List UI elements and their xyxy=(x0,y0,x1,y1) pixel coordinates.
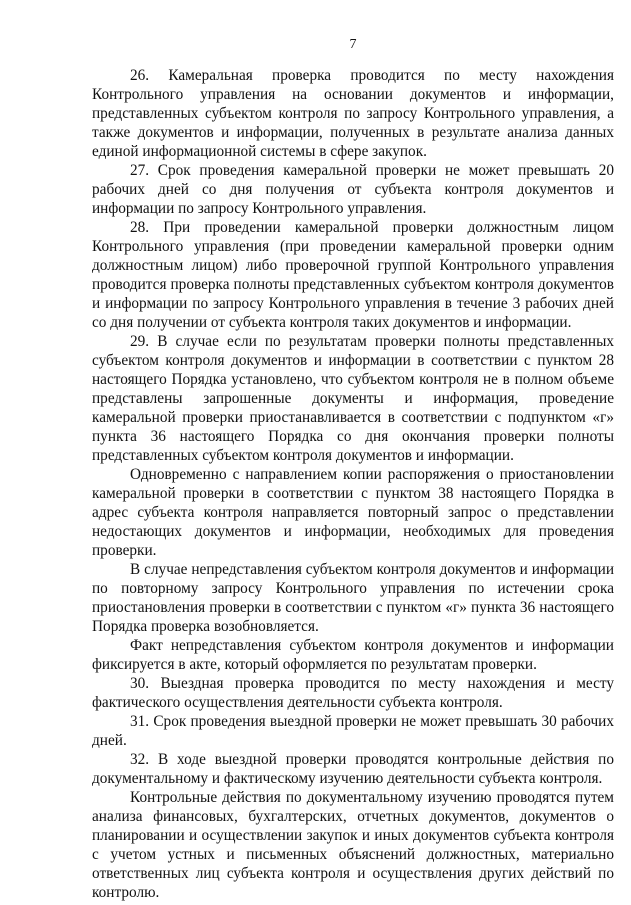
paragraph-29: 29. В случае если по результатам проверки полноты представленных субъектом контроля документов и информации в соответствии с пунктом 28 настоящего Порядка установлено, что субъектом контроля не в полном объеме представлены запрошенные документы и информация, проведение камеральной проверки приостанавливается в соответствии с подпунктом «г» пункта 36 настоящего Порядка со дня окончания проверки полноты представленных субъектом контроля документов и информации. xyxy=(92,333,614,464)
paragraph-28: 28. При проведении камеральной проверки должностным лицом Контрольного управления (при проведении камеральной проверки одним должностным лицом) либо проверочной группой Контрольного управления проводится проверка полноты представленных субъектом контроля документов и информации по запросу Контрольного управления в течение 3 рабочих дней со дня получении от субъекта контроля таких документов и информации. xyxy=(92,219,614,331)
paragraph-29-continuation-2: В случае непредставления субъектом контроля документов и информации по повторному запросу Контрольного управления по истечении срока приостановления проверки в соответствии с пунктом «г» пункта 36 настоящего Порядка проверка возобновляется. xyxy=(92,561,614,635)
paragraph-29-continuation-3: Факт непредставления субъектом контроля документов и информации фиксируется в акте, который оформляется по результатам проверки. xyxy=(92,637,614,673)
paragraph-26: 26. Камеральная проверка проводится по месту нахождения Контрольного управления на основании документов и информации, представленных субъектом контроля по запросу Контрольного управления, а также документов и информации, полученных в результате анализа данных единой информационной системы в сфере закупок. xyxy=(92,67,614,160)
paragraph-31: 31. Срок проведения выездной проверки не может превышать 30 рабочих дней. xyxy=(92,713,614,749)
document-page xyxy=(92,0,614,905)
paragraph-29-continuation-1: Одновременно с направлением копии распоряжения о приостановлении камеральной проверки в соответствии с пунктом 38 настоящего Порядка в адрес субъекта контроля направляется повторный запрос о представлении недостающих документов и информации, необходимых для проведения проверки. xyxy=(92,466,614,559)
paragraph-27: 27. Срок проведения камеральной проверки не может превышать 20 рабочих дней со дня получения от субъекта контроля документов и информации по запросу Контрольного управления. xyxy=(92,162,614,217)
document-body xyxy=(92,66,614,902)
paragraph-30: 30. Выездная проверка проводится по месту нахождения и месту фактического осуществления деятельности субъекта контроля. xyxy=(92,675,614,711)
page-number: 7 xyxy=(349,37,357,52)
paragraph-32-continuation: Контрольные действия по документальному изучению проводятся путем анализа финансовых, бухгалтерских, отчетных документов, документов о планировании и осуществлении закупок и иных документов субъекта контроля с учетом устных и письменных объяснений должностных, материально ответственных лиц субъекта контроля и осуществления других действий по контролю. xyxy=(92,789,614,901)
paragraph-32: 32. В ходе выездной проверки проводятся контрольные действия по документальному и фактическому изучению деятельности субъекта контроля. xyxy=(92,751,614,787)
